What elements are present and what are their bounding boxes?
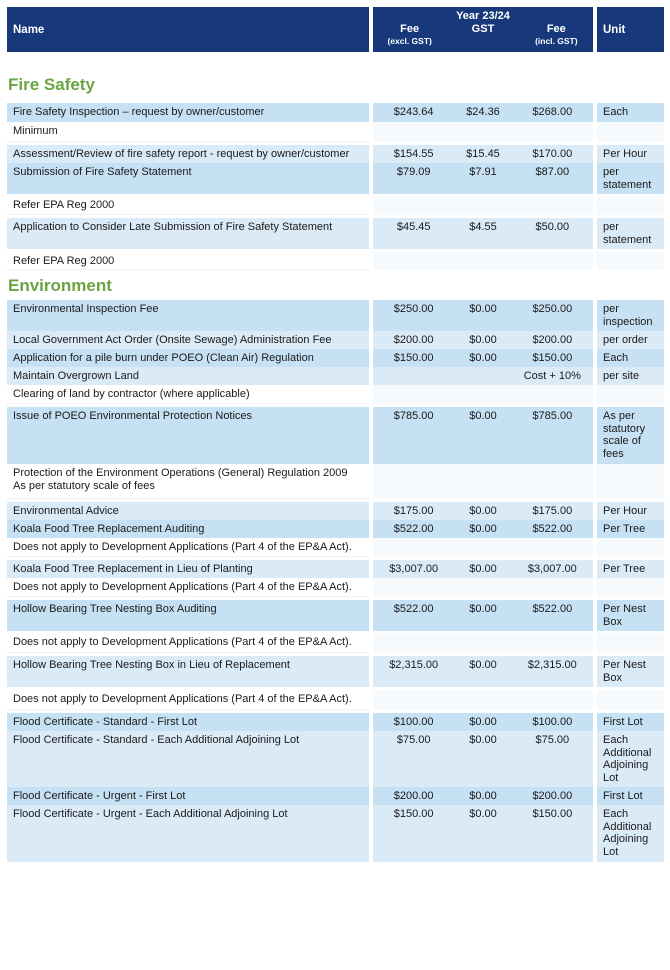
fee-incl-gst: $522.00 (532, 523, 573, 535)
fee-excl-gst: $150.00 (393, 808, 434, 820)
note-spacer (597, 578, 664, 597)
fee-values (373, 163, 593, 194)
fee-excl-gst: $250.00 (393, 303, 434, 315)
fee-excl-gst: $243.64 (393, 106, 434, 118)
note-line: Clearing of land by contractor (where applicable) (13, 388, 250, 400)
fee-unit: per statement (597, 218, 664, 249)
fee-unit: per inspection (597, 300, 664, 331)
fee-incl-gst: $175.00 (532, 505, 573, 517)
fee-name: Local Government Act Order (Onsite Sewage) Administration Fee (7, 331, 369, 349)
fee-name: Assessment/Review of fire safety report - request by owner/customer (7, 145, 369, 163)
gst-amount: $0.00 (469, 303, 497, 315)
fee-row (7, 145, 664, 163)
fee-incl-gst: $522.00 (532, 603, 573, 615)
note-text (7, 196, 369, 215)
note-spacer (373, 252, 593, 270)
fee-excl-gst: $200.00 (393, 334, 434, 346)
note-spacer (373, 633, 593, 653)
note-row (7, 464, 664, 499)
fee-incl-gst: $200.00 (532, 334, 573, 346)
fee-values (373, 805, 593, 862)
gst-amount: $0.00 (469, 716, 497, 728)
fee-values (373, 218, 593, 249)
header-year: Year 23/24 (456, 10, 510, 22)
environment-rows (7, 300, 664, 862)
fee-unit: per order (597, 331, 664, 349)
fee-unit: First Lot (597, 713, 664, 731)
fee-unit: Each Additional Adjoining Lot (597, 731, 664, 787)
fee-excl-gst: $3,007.00 (389, 563, 439, 575)
fee-excl-gst: $200.00 (393, 790, 434, 802)
fee-incl-gst: $150.00 (532, 808, 573, 820)
note-line: Does not apply to Development Applications (Part 4 of the EP&A Act). (13, 581, 352, 593)
section-title-environment: Environment (8, 276, 112, 295)
fee-row (7, 367, 664, 385)
gst-amount: $4.55 (469, 221, 497, 233)
note-line: Does not apply to Development Applications (Part 4 of the EP&A Act). (13, 541, 352, 553)
fee-excl-gst: $522.00 (393, 603, 434, 615)
header-gst: GST (471, 23, 495, 35)
fee-incl-gst: $170.00 (532, 148, 573, 160)
note-row (7, 385, 664, 404)
fee-name: Fire Safety Inspection – request by owner/customer (7, 103, 369, 122)
note-spacer (373, 690, 593, 710)
note-spacer (597, 122, 664, 142)
gst-amount: $15.45 (466, 148, 500, 160)
fee-values (373, 349, 593, 367)
header-name: Name (7, 7, 369, 52)
note-spacer (597, 196, 664, 215)
fee-unit: Each Additional Adjoining Lot (597, 805, 664, 862)
fee-values (373, 713, 593, 731)
fee-unit: Per Tree (597, 520, 664, 538)
gst-amount: $0.00 (469, 523, 497, 535)
table-header (7, 7, 664, 52)
note-row (7, 252, 664, 270)
section-title-fire-safety: Fire Safety (8, 75, 95, 94)
fee-unit: Each (597, 349, 664, 367)
note-spacer (597, 690, 664, 710)
fee-name: Application to Consider Late Submission of Fire Safety Statement (7, 218, 369, 249)
note-text (7, 633, 369, 653)
fee-values (373, 731, 593, 787)
fee-name: Environmental Advice (7, 502, 369, 520)
fee-values (373, 787, 593, 805)
note-spacer (373, 464, 593, 499)
fee-incl-gst: $200.00 (532, 790, 573, 802)
fee-unit: per site (597, 367, 664, 385)
fee-incl-gst: $150.00 (532, 352, 573, 364)
note-row (7, 633, 664, 653)
fee-name: Flood Certificate - Standard - Each Additional Adjoining Lot (7, 731, 369, 787)
gst-amount: $7.91 (469, 166, 497, 178)
fee-unit: Each (597, 103, 664, 122)
fee-row (7, 331, 664, 349)
fee-name: Flood Certificate - Urgent - Each Additional Adjoining Lot (7, 805, 369, 862)
gst-amount: $0.00 (469, 659, 497, 671)
note-spacer (597, 385, 664, 404)
fee-row (7, 163, 664, 194)
note-spacer (597, 633, 664, 653)
note-text (7, 385, 369, 404)
fee-values (373, 502, 593, 520)
note-line: As per statutory scale of fees (13, 479, 155, 492)
note-spacer (373, 385, 593, 404)
fee-name: Koala Food Tree Replacement in Lieu of Planting (7, 560, 369, 578)
note-row (7, 122, 664, 142)
fee-name: Hollow Bearing Tree Nesting Box in Lieu of Replacement (7, 656, 369, 687)
note-line: Protection of the Environment Operations (General) Regulation 2009 (13, 467, 348, 479)
fee-excl-gst (379, 370, 448, 385)
fee-excl-gst: $75.00 (396, 734, 431, 746)
header-unit: Unit (597, 7, 664, 52)
fee-values (373, 656, 593, 687)
note-line: Refer EPA Reg 2000 (13, 255, 115, 267)
fee-row (7, 520, 664, 538)
note-line: Refer EPA Reg 2000 (13, 199, 115, 211)
fee-incl-gst: $785.00 (532, 410, 573, 422)
header-year-group (373, 7, 593, 52)
fee-row (7, 103, 664, 122)
fee-row (7, 805, 664, 862)
fee-excl-gst: $785.00 (393, 410, 434, 422)
fee-incl-gst: $250.00 (532, 303, 573, 315)
fee-incl-gst: Cost + 10% (523, 370, 581, 382)
note-text (7, 464, 369, 499)
note-line: Does not apply to Development Applications (Part 4 of the EP&A Act). (13, 636, 352, 648)
gst-amount: $0.00 (469, 790, 497, 802)
fee-name: Submission of Fire Safety Statement (7, 163, 369, 194)
gst-amount: $0.00 (469, 563, 497, 575)
fee-row (7, 218, 664, 249)
gst-amount (448, 370, 517, 385)
fee-values (373, 300, 593, 331)
fee-unit: Per Hour (597, 145, 664, 163)
fee-unit: per statement (597, 163, 664, 194)
note-spacer (597, 464, 664, 499)
fee-row (7, 713, 664, 731)
note-row (7, 538, 664, 557)
fee-values (373, 145, 593, 163)
gst-amount: $0.00 (469, 734, 497, 746)
fee-incl-gst: $2,315.00 (527, 659, 577, 671)
fee-values (373, 600, 593, 631)
fee-row (7, 349, 664, 367)
fee-values (373, 560, 593, 578)
fee-incl-gst: $75.00 (535, 734, 570, 746)
fee-name: Hollow Bearing Tree Nesting Box Auditing (7, 600, 369, 631)
gst-amount: $24.36 (466, 106, 500, 118)
fee-row (7, 787, 664, 805)
gst-amount: $0.00 (469, 410, 497, 422)
note-text (7, 538, 369, 557)
header-fee-incl: Fee (incl. GST) (535, 23, 578, 46)
fee-excl-gst: $154.55 (393, 148, 434, 160)
fee-unit: Per Hour (597, 502, 664, 520)
note-spacer (373, 122, 593, 142)
gst-amount: $0.00 (469, 603, 497, 615)
fee-name: Koala Food Tree Replacement Auditing (7, 520, 369, 538)
note-spacer (373, 196, 593, 215)
fee-excl-gst: $522.00 (393, 523, 434, 535)
fee-name: Issue of POEO Environmental Protection Notices (7, 407, 369, 464)
fee-excl-gst: $100.00 (393, 716, 434, 728)
gst-amount: $0.00 (469, 808, 497, 820)
fee-excl-gst: $150.00 (393, 352, 434, 364)
note-line: Minimum (13, 125, 58, 137)
fee-values (373, 331, 593, 349)
note-text (7, 252, 369, 270)
fee-excl-gst: $79.09 (396, 166, 431, 178)
fee-values (373, 407, 593, 464)
fee-incl-gst: $100.00 (532, 716, 573, 728)
fee-row (7, 560, 664, 578)
note-text (7, 578, 369, 597)
fire-safety-rows (7, 103, 664, 270)
note-spacer (597, 252, 664, 270)
fee-incl-gst: $3,007.00 (527, 563, 577, 575)
fee-name: Application for a pile burn under POEO (Clean Air) Regulation (7, 349, 369, 367)
note-row (7, 196, 664, 215)
note-spacer (597, 538, 664, 557)
fee-unit: Per Nest Box (597, 600, 664, 631)
fee-unit: As per statutory scale of fees (597, 407, 664, 464)
gst-amount: $0.00 (469, 352, 497, 364)
gst-amount: $0.00 (469, 505, 497, 517)
fee-row (7, 656, 664, 687)
fee-incl-gst: $87.00 (535, 166, 570, 178)
note-spacer (373, 538, 593, 557)
fee-name: Environmental Inspection Fee (7, 300, 369, 331)
fee-row (7, 731, 664, 787)
note-row (7, 690, 664, 710)
fee-excl-gst: $175.00 (393, 505, 434, 517)
fee-incl-gst: $268.00 (532, 106, 573, 118)
note-text (7, 690, 369, 710)
fee-row (7, 300, 664, 331)
fee-values (373, 367, 593, 385)
fee-incl-gst: $50.00 (535, 221, 570, 233)
fee-unit: First Lot (597, 787, 664, 805)
header-fee-excl: Fee (excl. GST) (387, 23, 432, 46)
note-text (7, 122, 369, 142)
note-row (7, 578, 664, 597)
fee-name: Maintain Overgrown Land (7, 367, 369, 385)
fee-values (373, 520, 593, 538)
fee-row (7, 407, 664, 464)
fee-unit: Per Tree (597, 560, 664, 578)
fee-row (7, 600, 664, 631)
note-spacer (373, 578, 593, 597)
fee-unit: Per Nest Box (597, 656, 664, 687)
fee-name: Flood Certificate - Urgent - First Lot (7, 787, 369, 805)
fee-row (7, 502, 664, 520)
fee-name: Flood Certificate - Standard - First Lot (7, 713, 369, 731)
fee-values (373, 103, 593, 122)
fee-excl-gst: $45.45 (396, 221, 431, 233)
gst-amount: $0.00 (469, 334, 497, 346)
fee-excl-gst: $2,315.00 (389, 659, 439, 671)
fee-schedule (7, 7, 664, 862)
note-line: Does not apply to Development Applications (Part 4 of the EP&A Act). (13, 693, 352, 705)
